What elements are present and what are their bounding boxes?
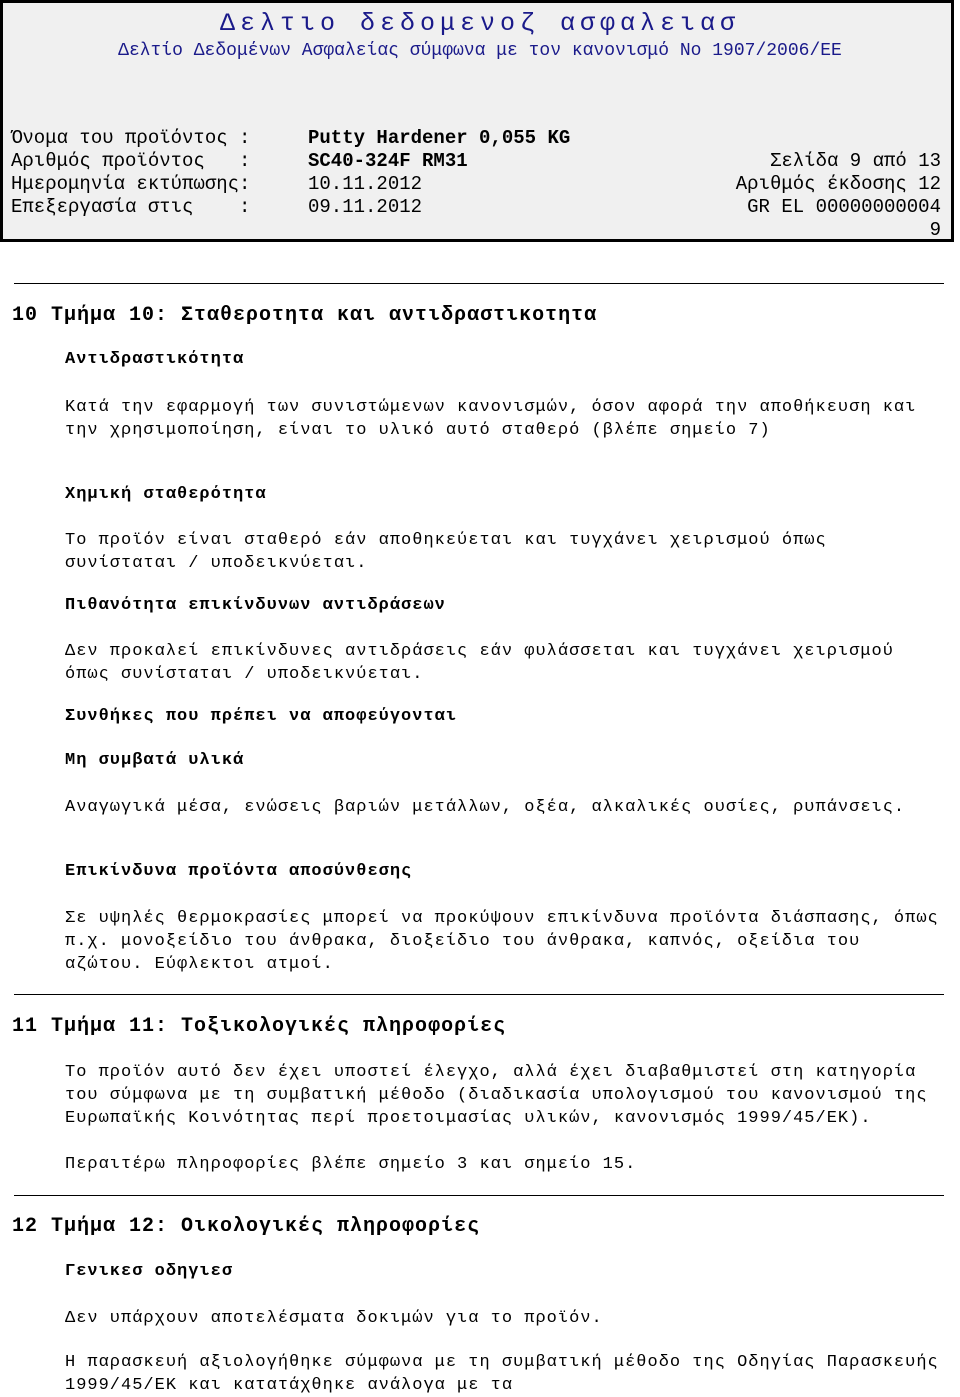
product-name-value: Putty Hardener 0,055 KG bbox=[308, 127, 571, 149]
conditions-to-avoid-heading: Συνθήκες που πρέπει να αποφεύγονται bbox=[65, 707, 458, 726]
reactivity-heading: Αντιδραστικότητα bbox=[65, 350, 245, 369]
divider bbox=[14, 283, 944, 284]
incompatible-materials-text: Αναγωγικά μέσα, ενώσεις βαριών μετάλλων, οξέα, αλκαλικές ουσίες, ρυπάνσεις. bbox=[65, 798, 906, 817]
hazardous-reactions-heading: Πιθανότητα επικίνδυνων αντιδράσεων bbox=[65, 596, 446, 615]
general-instructions-text: Δεν υπάρχουν αποτελέσματα δοκιμών για το προϊόν. bbox=[65, 1309, 603, 1328]
document-title: Δελτιο δεδομενοζ ασφαλειασ bbox=[219, 9, 741, 38]
decomposition-products-text: Σε υψηλές θερμοκρασίες μπορεί να προκύψουν επικίνδυνα προϊόντα διάσπασης, όπως π.χ. μονοξείδιο του άνθρακα, διοξείδιο του άνθρακα, καπνός, οξείδια του αζώτου. Εύφλεκτοι ατμοί. bbox=[65, 909, 939, 974]
divider bbox=[14, 1195, 944, 1196]
section-12-heading: 12 Τμήμα 12: Οικολογικές πληροφορίες bbox=[12, 1215, 481, 1238]
toxicology-reference: Περαιτέρω πληροφορίες βλέπε σημείο 3 και σημείο 15. bbox=[65, 1155, 637, 1174]
toxicology-text: Το προϊόν αυτό δεν έχει υποστεί έλεγχο, αλλά έχει διαβαθμιστεί στη κατηγορία του σύμφωνα με τη συμβατική μέθοδο (διαδικασία υπολογισμού του κανονισμού της Ευρωπαϊκής Κοινότητας περί προετοιμασίας υλικών, κανονισμός 1999/45/ΕΚ). bbox=[65, 1063, 928, 1128]
ecological-assessment-text: Η παρασκευή αξιολογήθηκε σύμφωνα με τη συμβατική μέθοδο της Οδηγίας Παρασκευής 1999/45/ΕΚ και κατατάχθηκε ανάλογα με τα bbox=[65, 1353, 939, 1395]
section-10-heading: 10 Τμήμα 10: Σταθεροτητα και αντιδραστικοτητα bbox=[12, 304, 598, 327]
product-name-label: Όνομα του προϊόντος : bbox=[11, 127, 262, 149]
processed-value: 09.11.2012 bbox=[308, 196, 423, 218]
general-instructions-heading: Γενικεσ οδηγιεσ bbox=[65, 1262, 234, 1281]
print-date-value: 10.11.2012 bbox=[308, 173, 423, 195]
divider bbox=[14, 994, 944, 995]
incompatible-materials-heading: Μη συμβατά υλικά bbox=[65, 751, 245, 770]
chemical-stability-text: Το προϊόν είναι σταθερό εάν αποθηκεύεται και τυγχάνει χειρισμού όπως συνίσταται / υποδεικνύεται. bbox=[65, 531, 827, 573]
document-header bbox=[0, 0, 954, 242]
document-code: GR EL 00000000004 bbox=[747, 196, 941, 218]
reactivity-text: Κατά την εφαρμογή των συνιστώμενων κανονισμών, όσον αφορά την αποθήκευση και την χρησιμοποίηση, είναι το υλικό αυτό σταθερό (βλέπε σημείο 7) bbox=[65, 398, 917, 440]
document-subtitle: Δελτίο Δεδομένων Ασφαλείας σύμφωνα με τον κανονισμό Νο 1907/2006/ΕΕ bbox=[118, 41, 842, 61]
processed-label: Επεξεργασία στις : bbox=[11, 196, 262, 218]
version-number: Αριθμός έκδοσης 12 bbox=[735, 173, 941, 195]
section-11-heading: 11 Τμήμα 11: Τοξικολογικές πληροφορίες bbox=[12, 1015, 507, 1038]
hazardous-reactions-text: Δεν προκαλεί επικίνδυνες αντιδράσεις εάν φυλάσσεται και τυγχάνει χειρισμού όπως συνίσταται / υποδεικνύεται. bbox=[65, 642, 894, 684]
product-number-value: SC40-324F RM31 bbox=[308, 150, 468, 172]
print-date-label: Ημερομηνία εκτύπωσης: bbox=[11, 173, 262, 195]
page-info: Σελίδα 9 από 13 bbox=[769, 150, 941, 172]
page-number: 9 bbox=[929, 219, 941, 241]
product-number-label: Αριθμός προϊόντος : bbox=[11, 150, 262, 172]
decomposition-products-heading: Επικίνδυνα προϊόντα αποσύνθεσης bbox=[65, 862, 413, 881]
chemical-stability-heading: Χημική σταθερότητα bbox=[65, 485, 267, 504]
